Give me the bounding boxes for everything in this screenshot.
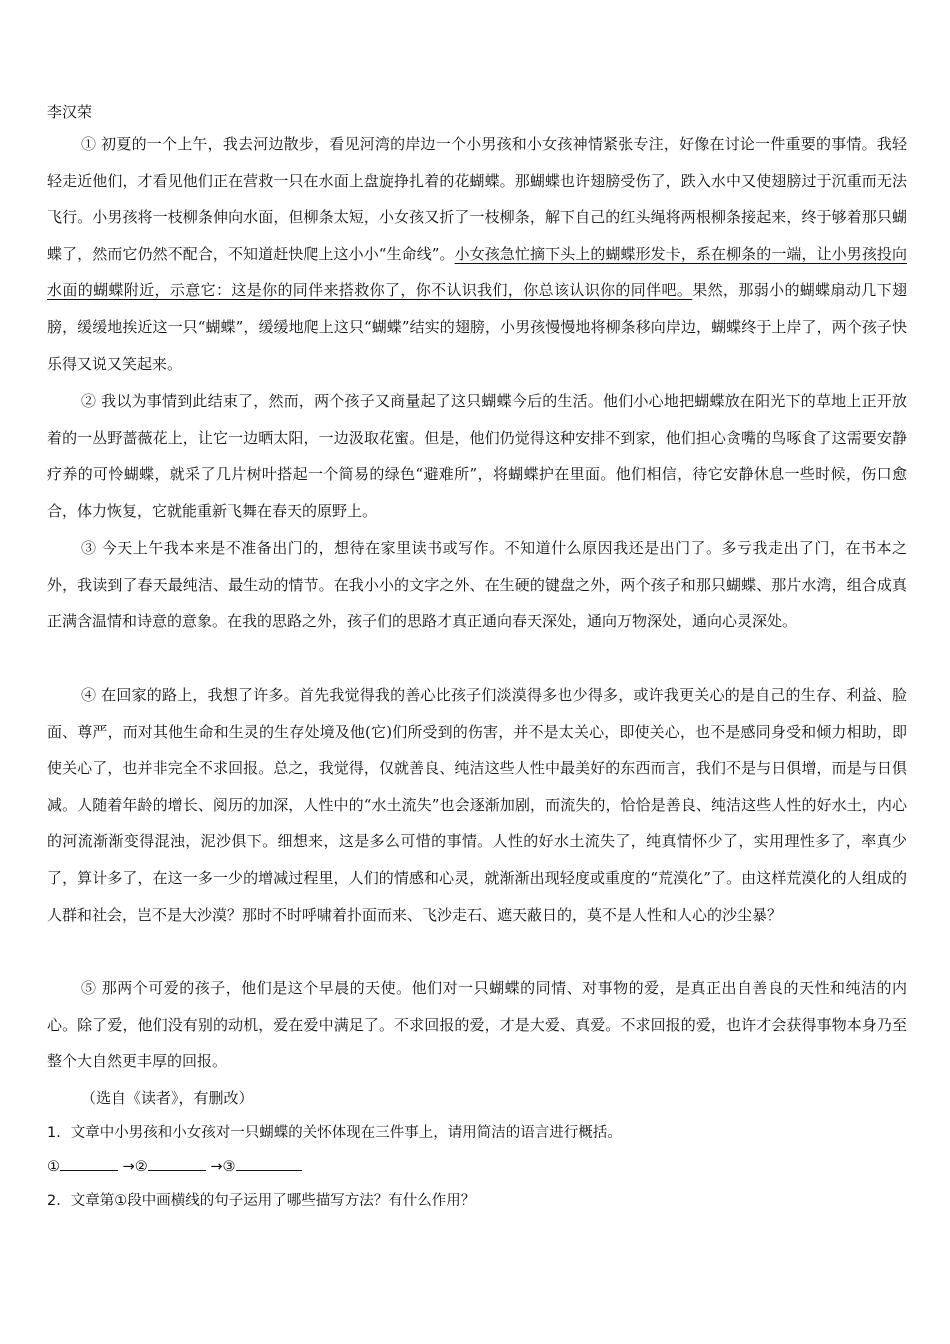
blank-2-label: →② — [122, 1159, 148, 1175]
author-name: 李汉荣 — [47, 103, 93, 121]
answer-blank-3[interactable] — [236, 1155, 302, 1171]
paragraph-3: ③ 今天上午我本来是不准备出门的，想待在家里读书或写作。不知道什么原因我还是出门了。多亏我走出了门，在书本之外，我读到了春天最纯洁、最生动的情节。在我小小的文字之外、在生硬的键盘之外，两个孩子和那只蝴蝶、那片水湾，组合成真正满含温情和诗意的意象。在我的思路之外，孩子们的思路才真正通向春天深处，通向万物深处，通向心灵深处。 — [47, 539, 907, 631]
blank-1-label: ① — [47, 1159, 60, 1175]
paragraph-5: ⑤ 那两个可爱的孩子，他们是这个早晨的天使。他们对一只蝴蝶的同情、对事物的爱，是真正出自善良的天性和纯洁的内心。除了爱，他们没有别的动机，爱在爱中满足了。不求回报的爱，才是大爱、真爱。不求回报的爱，也许才会获得事物本身乃至整个大自然更丰厚的回报。 — [47, 979, 907, 1071]
answer-blank-2[interactable] — [148, 1155, 206, 1171]
paragraph-1-text: ① 初夏的一个上午，我去河边散步，看见河湾的岸边一个小男孩和小女孩神情紧张专注，好像在讨论一件重要的事情。我轻轻走近他们，才看见他们正在营救一只在水面上盘旋挣扎着的花蝴蝶。那蝴蝶也许翅膀受伤了，跌入水中又使翅膀过于沉重而无法飞行。小男孩将一枝柳条伸向水面，但柳条太短，小女孩又折了一枝柳条，解下自己的红头绳将两根柳条接起来，终于够着那只蝴蝶了，然而它仍然不配合，不知道赶快爬上这小小“生命线”。 — [47, 135, 907, 263]
question-1: 1．文章中小男孩和小女孩对一只蝴蝶的关怀体现在三件事上，请用简洁的语言进行概括。 — [47, 1125, 622, 1141]
paragraph-1 — [47, 126, 907, 382]
paragraph-4: ④ 在回家的路上，我想了许多。首先我觉得我的善心比孩子们淡漠得多也少得多，或许我更关心的是自己的生存、利益、脸面、尊严，而对其他生命和生灵的生存处境及他(它)们所受到的伤害，并不是太关心，即使关心，也不是感同身受和倾力相助，即使关心了，也并非完全不求回报。总之，我觉得，仅就善良、纯洁这些人性中最美好的东西而言，我们不是与日俱增，而是与日俱减。人随着年龄的增长、阅历的加深，人性中的“水土流失”也会逐渐加剧，而流失的，恰恰是善良、纯洁这些人性的好水土，内心的河流渐渐变得混浊，泥沙俱下。细想来，这是多么可惜的事情。人性的好水土流失了，纯真情怀少了，实用理性多了，率真少了，算计多了，在这一多一少的增减过程里，人们的情感和心灵，就渐渐出现轻度或重度的“荒漠化”了。由这样荒漠化的人组成的人群和社会，岂不是大沙漠？那时不时呼啸着扑面而来、飞沙走石、遮天蔽日的，莫不是人性和人心的沙尘暴？ — [47, 686, 907, 924]
question-2: 2．文章第①段中画横线的句子运用了哪些描写方法？有什么作用？ — [47, 1193, 476, 1209]
answer-blank-1[interactable] — [60, 1155, 118, 1171]
underlined-sentence: 小女孩急忙摘下头上的蝴蝶形发卡，系在柳条的一端，让小男孩投向水面的蝴蝶附近，示意它：这是你的同伴来搭救你了，你不认识我们，你总该认识你的同伴吧。 — [47, 244, 907, 300]
paragraph-1-text-end: 果然，那弱小的蝴蝶扇动几下翅膀，缓缓地挨近这一只“蝴蝶”，缓缓地爬上这只“蝴蝶”结实的翅膀，小男孩慢慢地将柳条移向岸边，蝴蝶终于上岸了，两个孩子快乐得又说又笑起来。 — [47, 281, 907, 373]
blank-3-label: →③ — [210, 1159, 236, 1175]
paragraph-2: ② 我以为事情到此结束了，然而，两个孩子又商量起了这只蝴蝶今后的生活。他们小心地把蝴蝶放在阳光下的草地上正开放着的一丛野蔷薇花上，让它一边晒太阳，一边汲取花蜜。但是，他们仍觉得这种安排不到家，他们担心贪嘴的鸟啄食了这需要安静疗养的可怜蝴蝶，就采了几片树叶搭起一个简易的绿色“避难所”，将蝴蝶护在里面。他们相信，待它安静休息一些时候，伤口愈合，体力恢复，它就能重新飞舞在春天的原野上。 — [47, 392, 907, 520]
answer-blanks — [47, 1155, 302, 1179]
source-note: （选自《读者》，有删改） — [81, 1089, 254, 1107]
